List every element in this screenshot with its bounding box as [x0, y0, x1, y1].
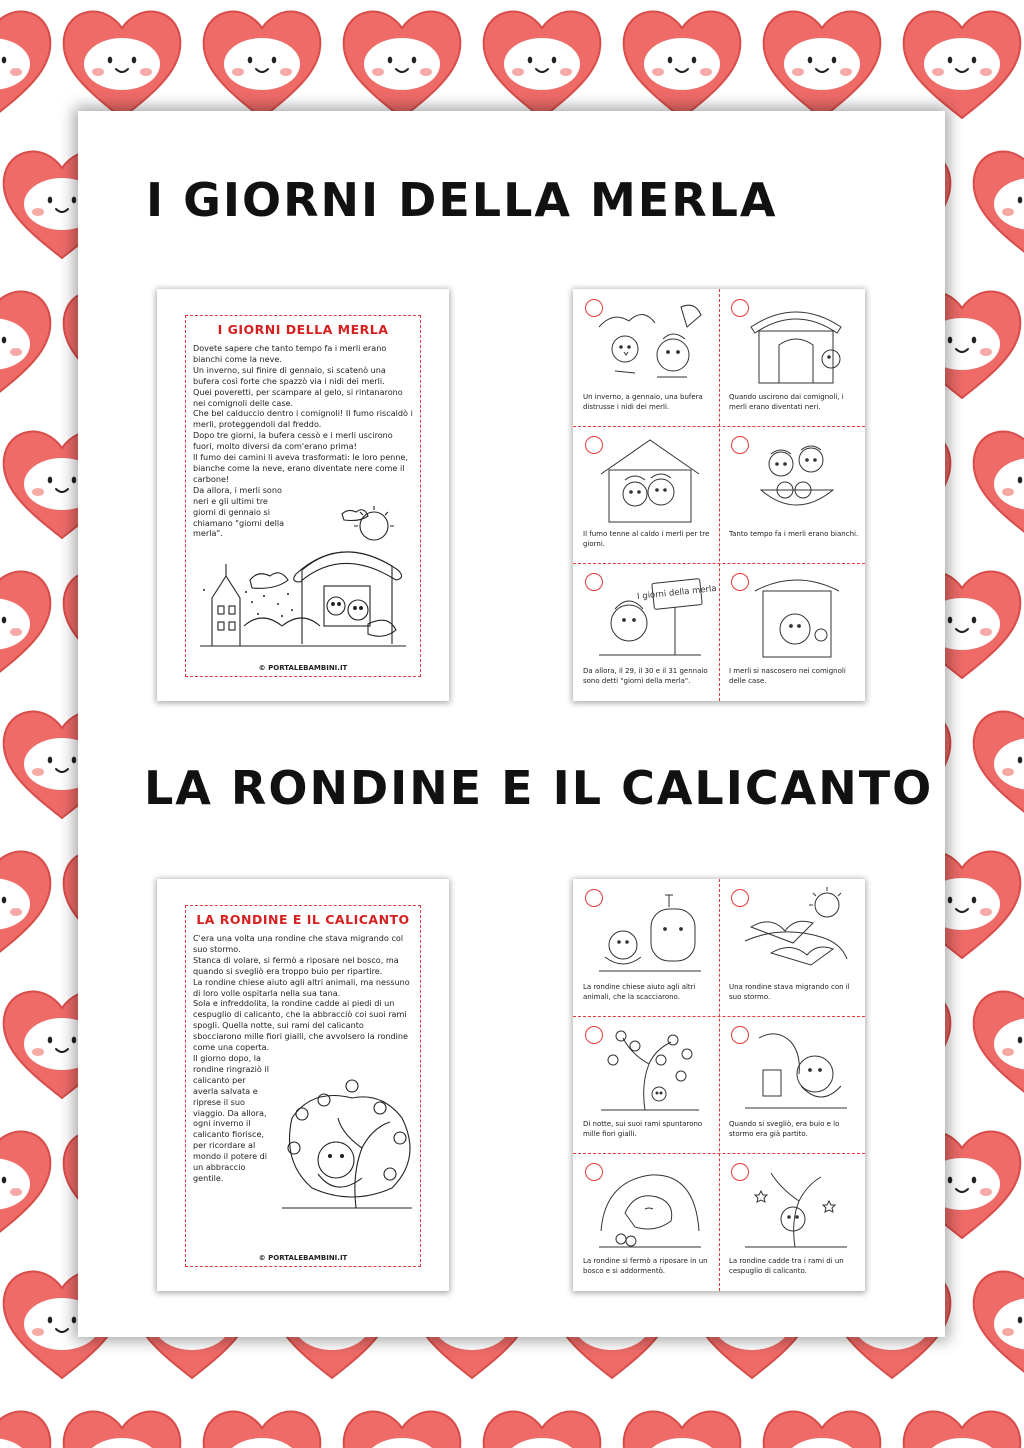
birds-in-chimney-icon	[595, 434, 705, 526]
sequence-panel	[719, 879, 865, 1016]
panel-caption: Quando uscirono dai comignoli, i merli erano diventati neri.	[729, 393, 844, 411]
story-paragraph: Dovete sapere che tanto tempo fa i merli erano bianchi come la neve.	[193, 343, 387, 364]
panel-caption: Di notte, sui suoi rami spuntarono mille fiori gialli.	[583, 1120, 703, 1138]
smiling-heart-icon	[204, 1412, 321, 1448]
smiling-heart-icon	[624, 1412, 741, 1448]
story-frame	[185, 905, 421, 1267]
smiling-heart-icon	[974, 712, 1024, 818]
story-paragraph: Il giorno dopo, la rondine ringraziò il calicanto per averla salvata e riprese il suo viaggio. Da allora, ogni inverno il calicanto fiorisce, per ricordare al mondo il potere di un abbraccio gentile.	[193, 1052, 269, 1183]
story-paragraph: Dopo tre giorni, la bufera cessò e i merli uscirono fuori, molto diversi da com'erano prima!	[193, 430, 393, 452]
section-title-merla: I GIORNI DELLA MERLA	[146, 173, 778, 227]
smiling-heart-icon	[64, 1412, 181, 1448]
blackbird-sign-icon	[595, 571, 718, 663]
smiling-heart-icon	[0, 292, 50, 398]
story-paragraph: Quei poveretti, per scampare al gelo, si rintanarono nei comignoli delle case.	[193, 386, 403, 408]
panel-caption: La rondine si fermò a riposare in un bosco e si addormentò.	[583, 1257, 708, 1275]
smiling-heart-icon	[974, 1272, 1024, 1378]
panel-caption: Tanto tempo fa i merli erano bianchi.	[729, 530, 859, 538]
smiling-heart-icon	[0, 1132, 50, 1238]
sequence-card-merla	[573, 289, 865, 701]
blooming-tree-icon	[595, 1024, 705, 1116]
smiling-heart-icon	[484, 12, 601, 118]
story-title: LA RONDINE E IL CALICANTO	[196, 912, 410, 927]
smiling-heart-icon	[974, 152, 1024, 258]
panel-caption: Un inverno, a gennaio, una bufera distrusse i nidi dei merli.	[583, 393, 703, 411]
smiling-heart-icon	[0, 12, 50, 118]
house-merla-illustration	[192, 506, 414, 656]
smiling-heart-icon	[974, 432, 1024, 538]
sequence-panel	[573, 879, 719, 1016]
sequence-panel	[573, 1153, 719, 1290]
swallow-calicanto-illustration	[272, 1078, 416, 1228]
smiling-heart-icon	[904, 12, 1021, 118]
story-paragraph: Stanca di volare, si fermò a riposare nel bosco, ma quando si svegliò era troppo buio per ripartire.	[193, 954, 399, 976]
sequence-panel	[719, 289, 865, 426]
story-frame	[185, 315, 421, 677]
panel-caption: Il fumo tenne al caldo i merli per tre giorni.	[583, 530, 710, 548]
smiling-heart-icon	[974, 992, 1024, 1098]
story-title: I GIORNI DELLA MERLA	[217, 322, 389, 337]
chimney-house-icon	[741, 297, 851, 389]
blackbird-storm-icon	[595, 297, 705, 389]
sequence-panel	[719, 426, 865, 563]
sequence-panel	[573, 1016, 719, 1153]
swallows-flying-icon	[741, 887, 851, 979]
sequence-panel	[573, 426, 719, 563]
smiling-heart-icon	[624, 12, 741, 118]
panel-caption: Da allora, il 29, il 30 e il 31 gennaio sono detti "giorni della merla".	[583, 667, 708, 685]
sign-text: I giorni della merla	[636, 583, 718, 603]
story-paragraph: Sola e infreddolita, la rondine cadde ai piedi di un cespuglio di calicanto, che la abbracciò coi suoi rami spogli. Quella notte, sui rami del calicanto sbocciarono mille fiori gialli, che avvolsero la rondine come una coperta.	[193, 998, 409, 1053]
panel-caption: La rondine cadde tra i rami di un cespuglio di calicanto.	[729, 1257, 844, 1275]
panel-caption: Una rondine stava migrando con il suo stormo.	[729, 983, 850, 1001]
swallow-animals-icon	[595, 887, 705, 979]
sequence-panel	[719, 563, 865, 700]
smiling-heart-icon	[904, 1412, 1021, 1448]
story-paragraph: La rondine chiese aiuto agli altri animali, ma nessuno di loro volle ospitarla nella sua tana.	[193, 976, 410, 998]
story-paragraph: Che bel calduccio dentro i comignoli! Il fumo riscaldò i merli, proteggendoli dal freddo.	[193, 408, 413, 430]
swallow-in-bush-icon	[741, 1161, 851, 1253]
smiling-heart-icon	[0, 1412, 50, 1448]
story-card-merla	[157, 289, 449, 701]
story-paragraph: Il fumo dei camini li aveva trasformati: le loro penne, bianche come la neve, erano diventate nere come il carbone!	[193, 452, 408, 484]
sequence-panel	[573, 563, 719, 700]
smiling-heart-icon	[764, 1412, 881, 1448]
smiling-heart-icon	[64, 12, 181, 118]
credit-text: © PORTALEBAMBINI.IT	[258, 664, 348, 672]
panel-caption: La rondine chiese aiuto agli altri animali, che la scacciarono.	[583, 983, 696, 1001]
panel-caption: Quando si svegliò, era buio e lo stormo era già partito.	[729, 1120, 840, 1138]
smiling-heart-icon	[764, 12, 881, 118]
story-paragraph: Un inverno, sul finire di gennaio, si scatenò una bufera così forte che spazzò via i nidi dei merli.	[193, 364, 386, 386]
sequence-panel	[719, 1016, 865, 1153]
section-title-rondine: LA RONDINE E IL CALICANTO	[144, 761, 934, 815]
worksheet-sheet	[78, 111, 945, 1337]
smiling-heart-icon	[204, 12, 321, 118]
smiling-heart-icon	[344, 1412, 461, 1448]
bird-chimney-icon	[741, 571, 851, 663]
sleeping-swallow-icon	[595, 1161, 705, 1253]
smiling-heart-icon	[344, 12, 461, 118]
credit-text: © PORTALEBAMBINI.IT	[258, 1254, 348, 1262]
sequence-panel	[573, 289, 719, 426]
sequence-panel	[719, 1153, 865, 1290]
smiling-heart-icon	[0, 572, 50, 678]
smiling-heart-icon	[484, 1412, 601, 1448]
story-paragraph: Da allora, i merli sono neri e gli ultimi tre giorni di gennaio si chiamano "giorni della merla".	[193, 484, 285, 539]
swallow-lantern-icon	[741, 1024, 851, 1116]
story-paragraph: C'era una volta una rondine che stava migrando col suo stormo.	[193, 933, 404, 954]
smiling-heart-icon	[0, 852, 50, 958]
panel-caption: I merli si nascosero nei comignoli delle case.	[729, 667, 846, 685]
sequence-card-rondine	[573, 879, 865, 1291]
birds-nest-icon	[741, 434, 851, 526]
story-card-rondine	[157, 879, 449, 1291]
